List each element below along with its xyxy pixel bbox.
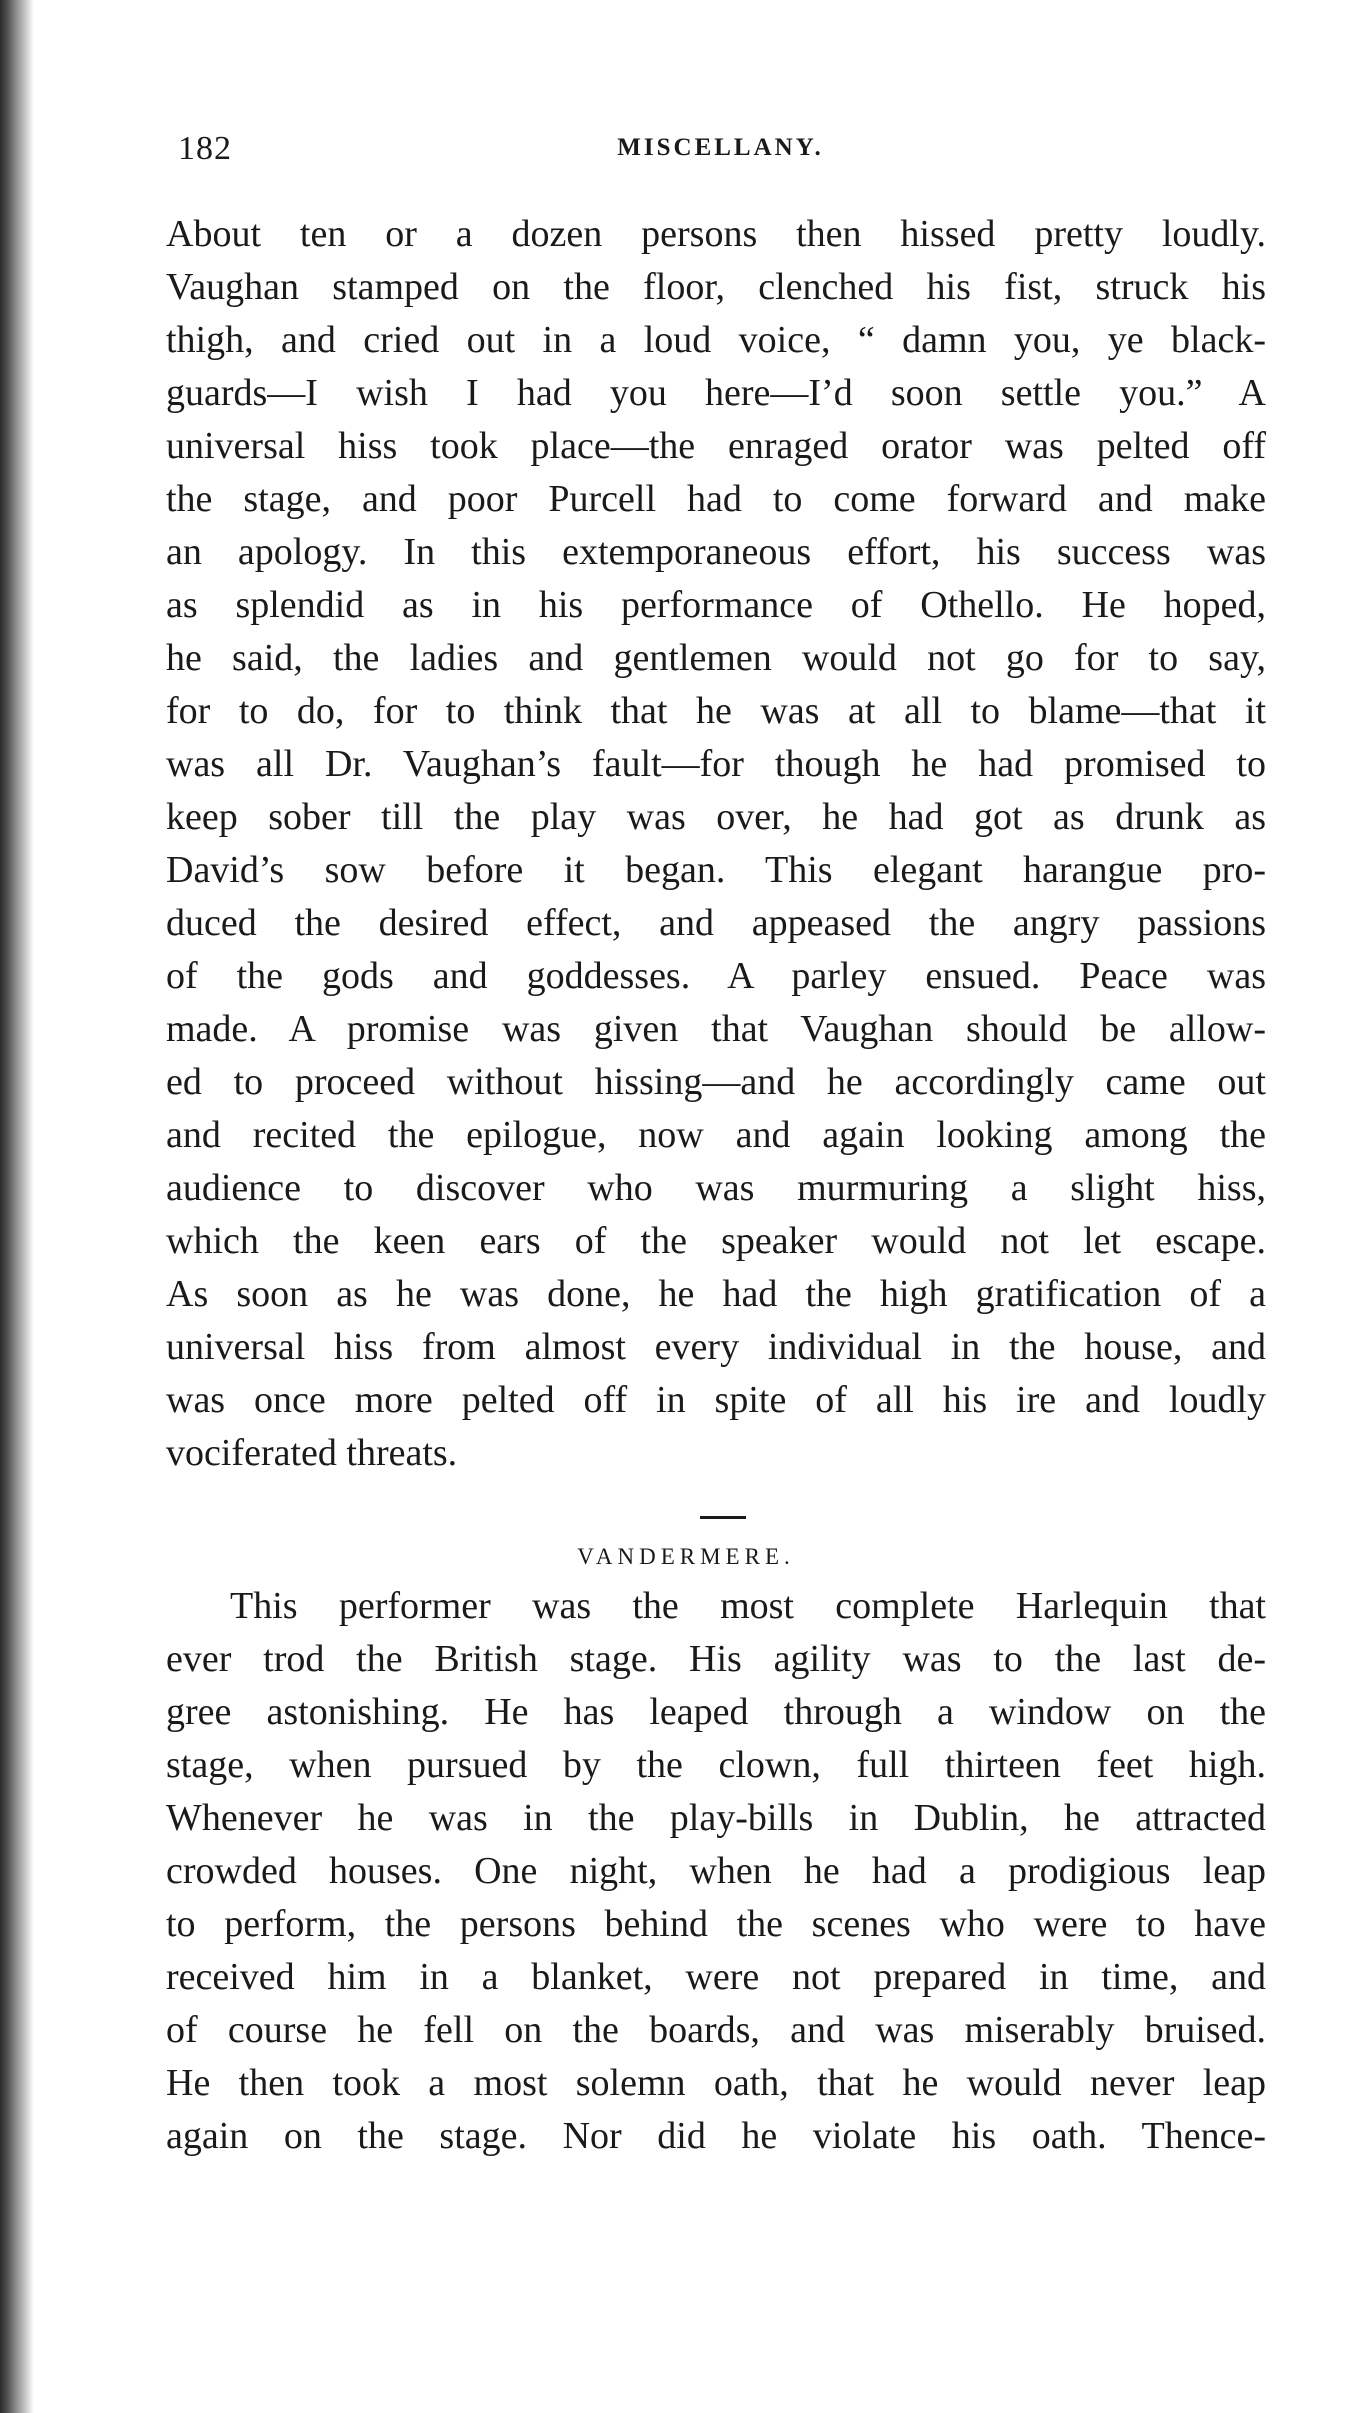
text-line: as splendid as in his performance of Othello. He hoped, xyxy=(166,584,1266,626)
text-line: As soon as he was done, he had the high gratification of a xyxy=(166,1273,1266,1315)
text-line: universal hiss from almost every individual in the house, and xyxy=(166,1326,1266,1368)
text-line: he said, the ladies and gentlemen would not go for to say, xyxy=(166,637,1266,679)
text-line: audience to discover who was murmuring a slight hiss, xyxy=(166,1167,1266,1209)
text-line: stage, when pursued by the clown, full thirteen feet high. xyxy=(166,1744,1266,1786)
text-line: David’s sow before it began. This elegant harangue pro- xyxy=(166,849,1266,891)
text-line: guards—I wish I had you here—I’d soon settle you.” A xyxy=(166,372,1266,414)
text-line: About ten or a dozen persons then hissed pretty loudly. xyxy=(166,213,1266,255)
page-binding-edge xyxy=(0,0,34,2413)
text-line: thigh, and cried out in a loud voice, “ damn you, ye black- xyxy=(166,319,1266,361)
section-divider xyxy=(700,1516,746,1519)
text-line: He then took a most solemn oath, that he would never leap xyxy=(166,2062,1266,2104)
text-line: which the keen ears of the speaker would not let escape. xyxy=(166,1220,1266,1262)
page-number: 182 xyxy=(178,130,232,167)
text-line: ever trod the British stage. His agility was to the last de- xyxy=(166,1638,1266,1680)
text-line: vociferated threats. xyxy=(166,1432,458,1474)
text-line: Whenever he was in the play-bills in Dublin, he attracted xyxy=(166,1797,1266,1839)
passage-2 xyxy=(166,1580,1266,2163)
passage-1 xyxy=(166,208,1266,1480)
text-line: of course he fell on the boards, and was miserably bruised. xyxy=(166,2009,1266,2051)
text-line: universal hiss took place—the enraged orator was pelted off xyxy=(166,425,1266,467)
text-line: to perform, the persons behind the scenes who were to have xyxy=(166,1903,1266,1945)
text-line: an apology. In this extemporaneous effort, his success was xyxy=(166,531,1266,573)
text-line: duced the desired effect, and appeased the angry passions xyxy=(166,902,1266,944)
text-line: received him in a blanket, were not prepared in time, and xyxy=(166,1956,1266,1998)
text-line: ed to proceed without hissing—and he accordingly came out xyxy=(166,1061,1266,1103)
text-line: was once more pelted off in spite of all his ire and loudly xyxy=(166,1379,1266,1421)
text-line: gree astonishing. He has leaped through a window on the xyxy=(166,1691,1266,1733)
text-line: Vaughan stamped on the floor, clenched his fist, struck his xyxy=(166,266,1266,308)
text-line: This performer was the most complete Harlequin that xyxy=(230,1585,1266,1627)
running-head: MISCELLANY. xyxy=(617,134,824,161)
text-line: of the gods and goddesses. A parley ensued. Peace was xyxy=(166,955,1266,997)
text-line: and recited the epilogue, now and again looking among the xyxy=(166,1114,1266,1156)
text-line: was all Dr. Vaughan’s fault—for though he had promised to xyxy=(166,743,1266,785)
text-line: keep sober till the play was over, he had got as drunk as xyxy=(166,796,1266,838)
section-title: VANDERMERE. xyxy=(577,1544,795,1569)
text-line: crowded houses. One night, when he had a prodigious leap xyxy=(166,1850,1266,1892)
text-line: for to do, for to think that he was at all to blame—that it xyxy=(166,690,1266,732)
text-line: the stage, and poor Purcell had to come forward and make xyxy=(166,478,1266,520)
text-line: made. A promise was given that Vaughan should be allow- xyxy=(166,1008,1266,1050)
text-line: again on the stage. Nor did he violate his oath. Thence- xyxy=(166,2115,1266,2157)
page-header xyxy=(178,130,1263,180)
